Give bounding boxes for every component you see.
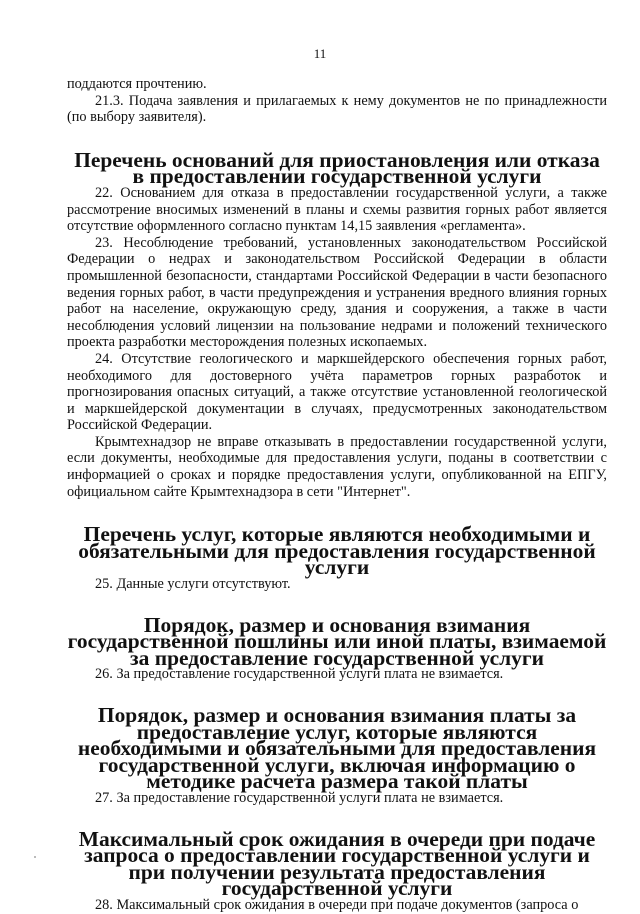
heading-queue-waiting-time: Максимальный срок ожидания в очереди при подаче запроса о предоставлении государственной услуги и при получении результата предоставления государственной услуги	[78, 826, 596, 901]
paragraph-24: 24. Отсутствие геологического и маркшейдерского обеспечения горных работ, необходимого для достоверного учёта параметров горных разработок и прогнозирования опасных ситуаций, а также отсутствие установленной геологической и маркшейдерской документации в случаях, предусмотренных законодательством Российской Федерации.	[67, 350, 607, 434]
scan-speck	[34, 856, 36, 858]
page-number: 11	[313, 46, 327, 61]
paragraph-krymtekhnadzor: Крымтехнадзор не вправе отказывать в предоставлении государственной услуги, если документы, необходимые для предоставления услуги, поданы в соответствии с информацией о сроках и порядке предоставления услуги, опубликованной на ЕПГУ, официальном сайте Крымтехнадзора в сети "Интернет".	[67, 433, 607, 500]
paragraph-23: 23. Несоблюдение требований, установленных законодательством Российской Федерации о недрах и законодательством Российской Федерации в области промышленной безопасности, стандартами Российской Федерации в части безопасного ведения горных работ, в части предупреждения и устранения вредного влияния горных работ на население, окружающую среду, здания и сооружения, а также в части несоблюдения условий лицензии на пользование недрами и положений технического проекта разработки месторождения полезных ископаемых.	[67, 234, 607, 351]
document-body	[67, 76, 607, 914]
paragraph-22: 22. Основанием для отказа в предоставлении государственной услуги, а также рассмотрение вносимых изменений в планы и схемы развития горных работ является отсутствие оформленного согласно пунктам 14,15 заявления «регламента».	[67, 184, 607, 235]
paragraph-27: 27. За предоставление государственной услуги плата не взимается.	[95, 789, 504, 806]
paragraph-28: 28. Максимальный срок ожидания в очереди при подаче документов (запроса о	[95, 896, 579, 913]
heading-state-fee: Порядок, размер и основания взимания государственной пошлины или иной платы, взимаемой за предоставление государственной услуги	[67, 612, 607, 670]
paragraph-26: 26. За предоставление государственной услуги плата не взимается.	[95, 666, 504, 683]
heading-refusal-grounds: Перечень оснований для приостановления или отказа в предоставлении государственной услуги	[74, 147, 600, 189]
paragraph-25: 25. Данные услуги отсутствуют.	[95, 576, 291, 593]
heading-service-fee: Порядок, размер и основания взимания платы за предоставление услуг, которые являются необходимыми и обязательными для предоставления государственной услуги, включая информацию о методике расчета размера такой платы	[77, 703, 597, 794]
heading-required-services: Перечень услуг, которые являются необходимыми и обязательными для предоставления государственной услуги	[78, 522, 596, 580]
paragraph-21-3: 21.3. Подача заявления и прилагаемых к нему документов не по принадлежности (по выбору заявителя).	[67, 92, 607, 126]
paragraph-continuation: поддаются прочтению.	[67, 76, 207, 92]
